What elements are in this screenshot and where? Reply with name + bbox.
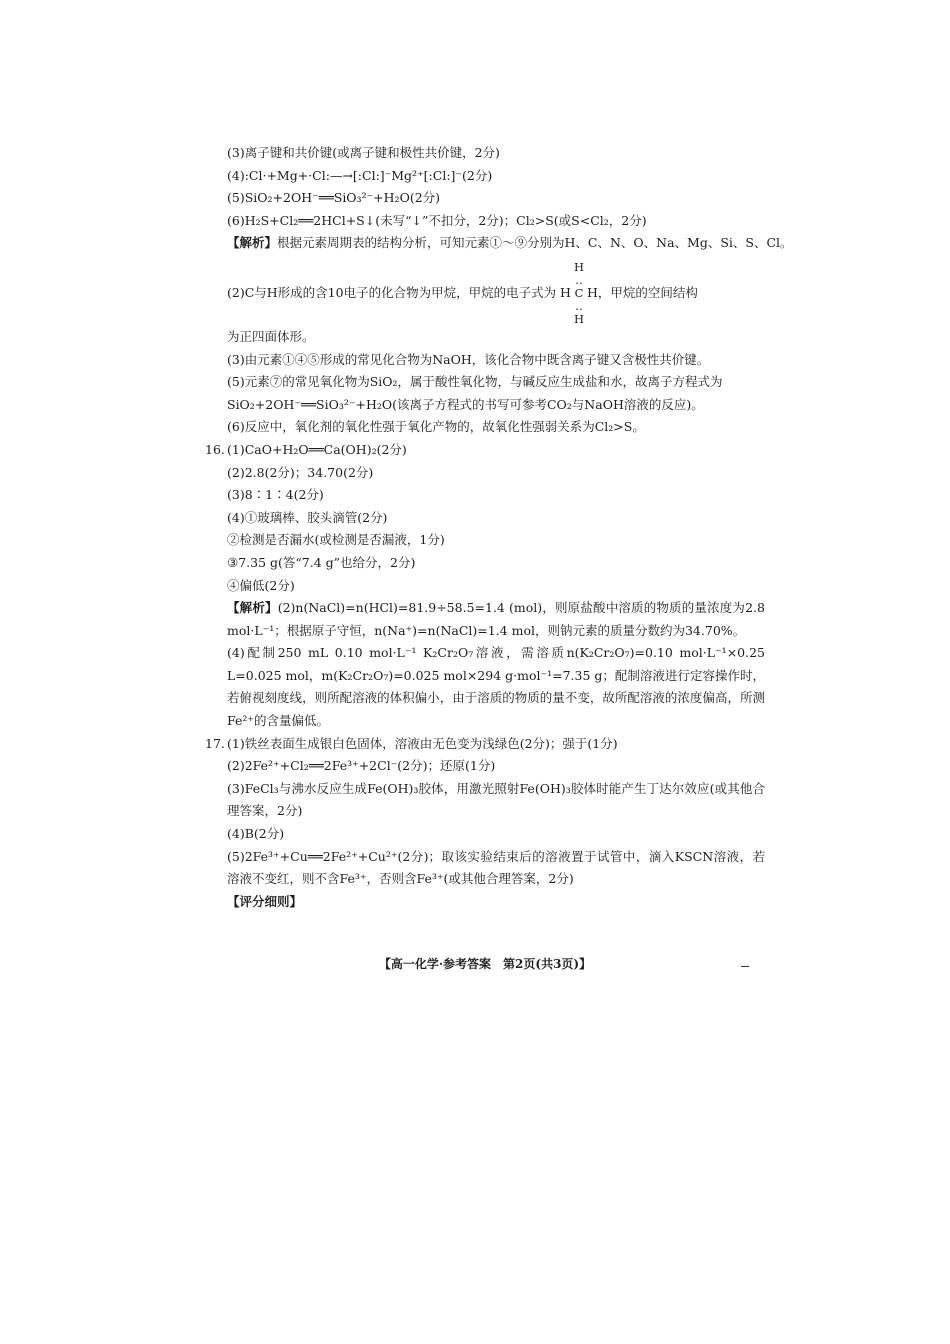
q17-part2: (2)2Fe²⁺+Cl₂══2Fe³⁺+2Cl⁻(2分)；还原(1分) xyxy=(227,758,496,774)
q17-number: 17. xyxy=(205,735,225,751)
analysis-text: 根据元素周期表的结构分析，可知元素①～⑨分别为H、C、N、O、Na、Mg、Si、S、Cl。 xyxy=(277,235,793,251)
q17-part3: (3)FeCl₃与沸水反应生成Fe(OH)₃胶体，用激光照射Fe(OH)₃胶体时能产生丁达尔效应(或其他合理答案，2分) xyxy=(227,780,765,819)
q15-part4-electron-formula: (4):Cl·+Mg+·Cl:—→[:Cl:]⁻Mg²⁺[:Cl:]⁻(2分) xyxy=(227,167,493,183)
q15-analysis-3: (3)由元素①④⑤形成的常见化合物为NaOH，该化合物中既含离子键又含极性共价键。 xyxy=(227,351,710,367)
q15-analysis xyxy=(205,232,793,255)
q17-rubric: 【评分细则】 xyxy=(227,893,303,909)
q15-analysis-2: (2)C与H形成的含10电子的化合物为甲烷，甲烷的电子式为 HH ‥ C ‥ HH，甲烷的空间结构 xyxy=(227,259,698,326)
answer-content xyxy=(205,142,793,913)
analysis-tag: 【解析】 xyxy=(227,235,278,251)
q16-part4-4: ④偏低(2分) xyxy=(227,577,295,593)
q15-analysis-2-cont: 为正四面体形。 xyxy=(227,328,315,344)
q16-analysis-4: (4)配制250 mL 0.10 mol·L⁻¹ K₂Cr₂O₇溶液，需溶质n(K₂Cr₂O₇)=0.10 mol·L⁻¹×0.25 L=0.025 mol，m(K₂Cr₂O₇)=0.025 mol×294 g·mol⁻¹=7.35 g；配制溶液进行定容操作时，若俯视刻度线，则所配溶液的体积偏小，由于溶质的物质的量不变，故所配溶液的浓度偏高，所测Fe²⁺的含量偏低。 xyxy=(227,645,765,729)
q16-part4-1: (4)①玻璃棒、胶头滴管(2分) xyxy=(227,509,388,525)
methane-electron-formula: H ‥ C ‥ H xyxy=(573,259,584,326)
q17-part4: (4)B(2分) xyxy=(227,826,285,842)
footer-mark xyxy=(741,966,749,967)
q16-part2: (2)2.8(2分)；34.70(2分) xyxy=(227,464,374,480)
q17-part1: 17. (1)铁丝表面生成银白色固体，溶液由无色变为浅绿色(2分)；强于(1分) xyxy=(205,733,765,756)
q16-analysis-2: 【解析】(2)n(NaCl)=n(HCl)=81.9÷58.5=1.4 (mol)，则原盐酸中溶质的物质的量浓度为2.8 mol·L⁻¹；根据原子守恒，n(Na⁺)=n(NaCl)=1.4 mol，则钠元素的质量分数约为34.70%。 xyxy=(227,600,765,638)
q15-analysis-6: (6)反应中，氧化剂的氧化性强于氧化产物的，故氧化性强弱关系为Cl₂>S。 xyxy=(227,419,645,435)
analysis-tag: 【解析】 xyxy=(227,600,278,616)
page-footer: 【高一化学·参考答案 第2页(共3页)】 xyxy=(378,957,592,971)
q16-part1: 16. (1)CaO+H₂O══Ca(OH)₂(2分) xyxy=(205,439,765,462)
q15-part6: (6)H₂S+Cl₂══2HCl+S↓(未写“↓”不扣分，2分)；Cl₂>S(或S<Cl₂，2分) xyxy=(227,212,647,228)
q16-part4-2: ②检测是否漏水(或检测是否漏液，1分) xyxy=(227,532,445,548)
q16-part4-3: ③7.35 g(答“7.4 g”也给分，2分) xyxy=(227,554,416,570)
q15-part3: (3)离子键和共价键(或离子键和极性共价键，2分) xyxy=(227,145,500,160)
q15-analysis-5b: SiO₂+2OH⁻══SiO₃²⁻+H₂O(该离子方程式的书写可参考CO₂与NaOH溶液的反应)。 xyxy=(227,396,704,412)
q15-part5: (5)SiO₂+2OH⁻══SiO₃²⁻+H₂O(2分) xyxy=(227,190,441,206)
q16-number: 16. xyxy=(205,441,225,457)
q16-part3: (3)8∶1∶4(2分) xyxy=(227,487,324,503)
q17-part5: (5)2Fe³⁺+Cu══2Fe²⁺+Cu²⁺(2分)；取该实验结束后的溶液置于试管中，滴入KSCN溶液，若溶液不变红，则不含Fe³⁺，否则含Fe³⁺(或其他合理答案，2分) xyxy=(227,848,765,887)
q15-analysis-5a: (5)元素⑦的常见氧化物为SiO₂，属于酸性氧化物，与碱反应生成盐和水，故离子方程式为 xyxy=(227,374,723,390)
